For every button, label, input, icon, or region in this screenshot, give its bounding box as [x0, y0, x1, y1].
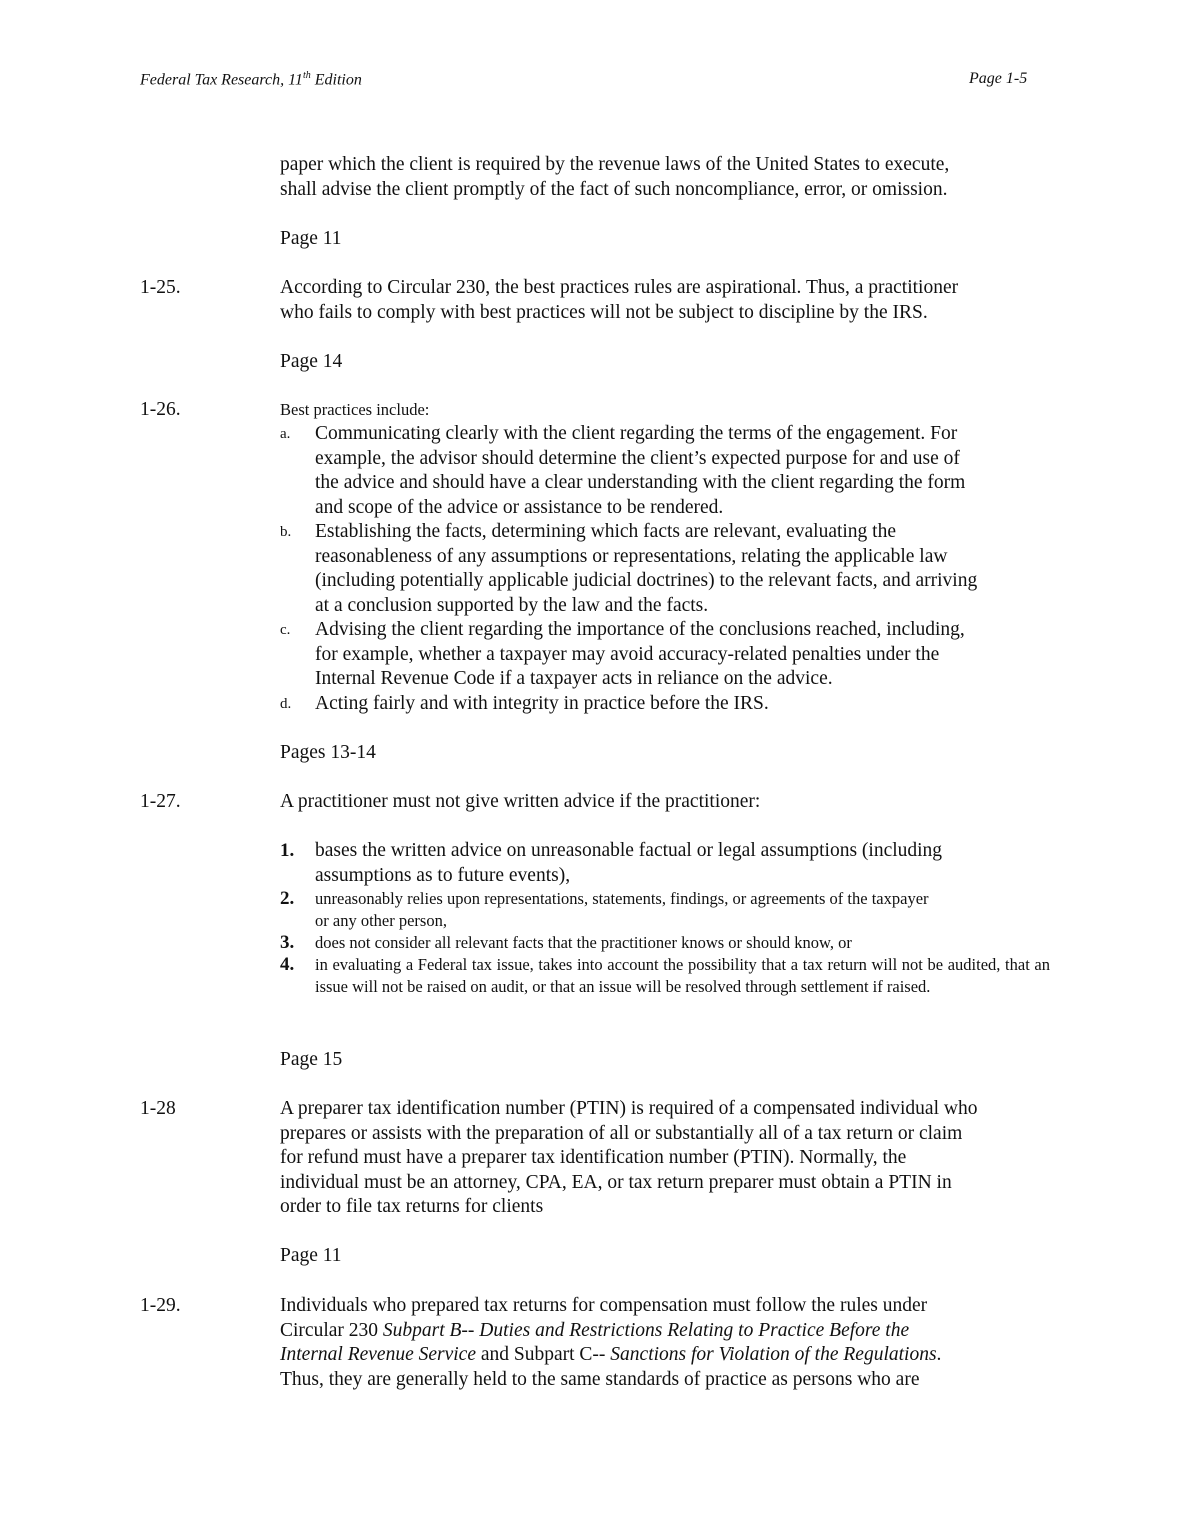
- answer-1-26: [280, 398, 1050, 716]
- header-title-suffix: Edition: [310, 71, 362, 89]
- list-item-text: in evaluating a Federal tax issue, takes into account the possibility that a tax return will not be audited, that an issue will not be raised on audit, or that an issue will be resolved through settlement if raised.: [315, 955, 1050, 996]
- intro-line: paper which the client is required by the revenue laws of the United States to execute,: [280, 154, 950, 175]
- intro-line: shall advise the client promptly of the fact of such noncompliance, error, or omission.: [280, 178, 948, 200]
- header-title-sup: th: [302, 70, 311, 81]
- list-item-line: Establishing the facts, determining which facts are relevant, evaluating the: [315, 521, 897, 542]
- answer-line: who fails to comply with best practices will not be subject to discipline by the IRS.: [280, 301, 928, 323]
- question-number-1-29: 1-29.: [140, 1295, 181, 1316]
- list-item-line: does not consider all relevant facts that the practitioner knows or should know, or: [315, 933, 852, 952]
- intro-paragraph: [280, 153, 1050, 202]
- answer-1-28: [280, 1097, 1050, 1220]
- list-item-line: or any other person,: [315, 911, 447, 930]
- list-item: [280, 520, 1050, 618]
- list-item-line: the advice and should have a clear understanding with the client regarding the form: [315, 472, 966, 493]
- list-item: [280, 932, 1050, 954]
- list-marker: b.: [280, 524, 292, 540]
- italic-run: Sanctions for Violation of the Regulations: [610, 1344, 937, 1365]
- answer-1-27-list: [280, 839, 1050, 998]
- list-item: [280, 692, 1050, 717]
- list-item: [280, 618, 1050, 692]
- list-marker: 3.: [280, 932, 295, 953]
- list-marker: c.: [280, 622, 291, 638]
- list-item-line: reasonableness of any assumptions or representations, relating the applicable law: [315, 545, 948, 567]
- page-ref-intro: Page 11: [280, 228, 342, 249]
- page-ref-1-26: Pages 13-14: [280, 742, 376, 763]
- list-item-line: Acting fairly and with integrity in practice before the IRS.: [315, 692, 769, 714]
- running-header-title: [140, 70, 362, 89]
- list-item-line: (including potentially applicable judicial doctrines) to the relevant facts, and arriving: [315, 570, 978, 591]
- answer-line: order to file tax returns for clients: [280, 1196, 544, 1217]
- text-run: Circular 230: [280, 1319, 383, 1341]
- answer-1-29: [280, 1294, 1050, 1392]
- question-number-1-28: 1-28: [140, 1098, 176, 1119]
- question-number-1-26: 1-26.: [140, 399, 181, 420]
- answer-line: A preparer tax identification number (PTIN) is required of a compensated individual who: [280, 1098, 978, 1119]
- list-item-line: bases the written advice on unreasonable factual or legal assumptions (including: [315, 840, 943, 861]
- header-title-prefix: Federal Tax Research, 11: [140, 71, 303, 89]
- answer-line: [280, 1319, 1050, 1344]
- list-item-line: at a conclusion supported by the law and the facts.: [315, 594, 709, 616]
- page-ref-1-25: Page 14: [280, 351, 343, 372]
- italic-run: Internal Revenue Service: [280, 1344, 476, 1365]
- answer-line: Individuals who prepared tax returns for compensation must follow the rules under: [280, 1295, 928, 1316]
- list-item: [280, 839, 1050, 888]
- text-run: .: [936, 1344, 942, 1365]
- question-number-1-27: 1-27.: [140, 791, 181, 812]
- list-item-line: Internal Revenue Code if a taxpayer acts in reliance on the advice.: [315, 668, 833, 689]
- text-run: and Subpart C--: [475, 1344, 611, 1365]
- question-number-1-25: 1-25.: [140, 277, 181, 298]
- answer-line: prepares or assists with the preparation of all or substantially all of a tax return or claim: [280, 1122, 963, 1144]
- answer-1-25: [280, 276, 1050, 325]
- list-item: [280, 954, 1050, 998]
- list-item-line: Communicating clearly with the client regarding the terms of the engagement. For: [315, 423, 958, 444]
- list-marker: d.: [280, 695, 292, 712]
- list-item: [280, 888, 1050, 932]
- list-marker: a.: [280, 426, 291, 442]
- list-marker: 1.: [280, 840, 295, 861]
- answer-line: [280, 1343, 1050, 1368]
- list-item-line: Advising the client regarding the importance of the conclusions reached, including,: [315, 619, 965, 640]
- running-header-page: Page 1-5: [969, 70, 1028, 87]
- list-item: [280, 422, 1050, 520]
- list-item-line: for example, whether a taxpayer may avoid accuracy-related penalties under the: [315, 643, 940, 665]
- answer-line: According to Circular 230, the best practices rules are aspirational. Thus, a practitioner: [280, 277, 959, 298]
- italic-run: Subpart B-- Duties and Restrictions Relating to Practice Before the: [382, 1319, 910, 1341]
- page-ref-1-28: Page 11: [280, 1245, 342, 1266]
- list-item-line: and scope of the advice or assistance to be rendered.: [315, 496, 724, 518]
- list-item-line: assumptions as to future events),: [315, 864, 571, 886]
- answer-line: Thus, they are generally held to the same standards of practice as persons who are: [280, 1368, 920, 1390]
- list-marker: 4.: [280, 954, 295, 975]
- answer-1-27-lead: A practitioner must not give written advice if the practitioner:: [280, 791, 761, 812]
- list-marker: 2.: [280, 888, 295, 909]
- page-ref-1-27: Page 15: [280, 1049, 343, 1070]
- list-item-line: unreasonably relies upon representations, statements, findings, or agreements of the taxpayer: [315, 889, 929, 908]
- list-item-line: example, the advisor should determine the client’s expected purpose for and use of: [315, 447, 960, 469]
- answer-line: individual must be an attorney, CPA, EA, or tax return preparer must obtain a PTIN in: [280, 1171, 952, 1193]
- answer-line: for refund must have a preparer tax identification number (PTIN). Normally, the: [280, 1147, 907, 1168]
- lead-text: Best practices include:: [280, 400, 430, 419]
